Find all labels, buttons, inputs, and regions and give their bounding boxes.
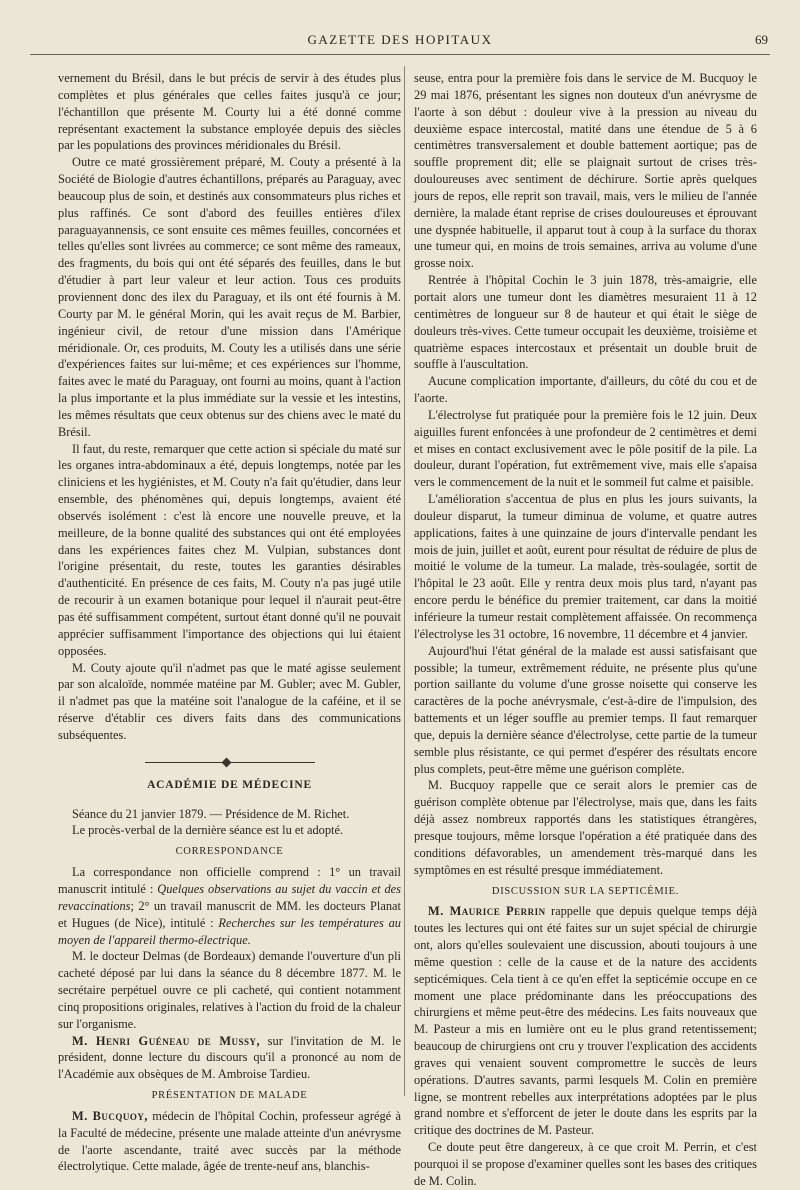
paragraph: Aucune complication importante, d'ailleurs, du côté du cou et de l'aorte. bbox=[414, 374, 757, 406]
right-column bbox=[414, 70, 757, 1190]
paragraph: Ce doute peut être dangereux, à ce que croit M. Perrin, et c'est pourquoi il se propose d'examiner quelles sont les bases des critiques de M. Colin. bbox=[414, 1140, 757, 1188]
paragraph: Rentrée à l'hôpital Cochin le 3 juin 1878, très-amaigrie, elle portait alors une tumeur dont les diamètres mesuraient 11 à 12 centimètres de longueur sur 8 de hauteur et qui était le siège de douleurs très-vives. Cette tumeur occupait les deuxième, troisième et quatrième espaces intercostaux et présentait un double bruit de souffle à l'auscultation. bbox=[414, 273, 757, 372]
text-run: ; 2° un travail manuscrit de MM. les docteurs Planat et Hugues (de Nice), intitulé : bbox=[58, 898, 401, 930]
italic-title: Recherches sur les températures au moyen de l'appareil thermo-électrique. bbox=[58, 915, 401, 947]
section-separator bbox=[145, 758, 315, 767]
left-column bbox=[58, 70, 401, 1175]
paragraph bbox=[58, 864, 401, 948]
paragraph: Outre ce maté grossièrement préparé, M. Couty a présenté à la Société de Biologie d'autres échantillons, préparés au Paraguay, avec beaucoup plus de soin, et destinés aux consommateurs plus riches et plus raffinés. Ce sont d'abord des feuilles entières d'ilex paraguayannensis, ce sont ensuite ces mêmes feuilles, concornées et telles qu'elles sont livrées au commerce; ce sont même des rameaux, des fragments, du bois qui ont été séparés des feuilles, dans le but d'étudier à part leur valeur et leur action. Tous ces produits proviennent donc des ilex du Paraguay, et ils ont été fournis à M. Courty par M. le général Morin, qui les avait reçus de M. Barbier, ingénieur civil, de retour d'une mission dans l'Amérique méridionale. Or, ces produits, M. Couty les a utilisés dans une série d'expériences faites sur lui-même; et ces expériences sur l'homme, faites avec le maté du Paraguay, ont fourni au moins, quant à l'action la plus importante et la plus immédiate sur la vessie et les intestins, les mêmes résultats que ceux obtenus sur des chiens avec le maté du Brésil. bbox=[58, 155, 401, 439]
paragraph: Aujourd'hui l'état général de la malade est aussi satisfaisant que possible; la tumeur, extrêmement réduite, ne présente plus qu'une portion saillante du volume d'une grosse noisette qui conserve les caractères de la poche anévrysmale, c'est-à-dire de l'impulsion, des battements et un léger souffle au premier temps. Il faut remarquer que, depuis la dernière séance d'électrolyse, cette partie de la tumeur semble plus résistante, ce qui permet d'espérer des résultats encore plus complets, peut-être même une guérison complète. bbox=[414, 643, 757, 776]
text-run: médecin de l'hôpital Cochin, professeur agrégé à la Faculté de médecine, présente une malade atteinte d'un anévrysme de l'aorte ascendante, traité avec succès par la méthode électrolytique. Cette malade, âgée de trente-neuf ans, blanchis- bbox=[58, 1108, 401, 1174]
speaker-name: M. Bucquoy, bbox=[72, 1108, 148, 1123]
paragraph: L'amélioration s'accentua de plus en plus les jours suivants, la douleur disparut, la tumeur diminua de volume, et quatre autres applications, faites à une quinzaine de jours d'intervalle pendant les mois de juin, juillet et août, eurent pour résultat de réduire de plus de moitié le volume de la tumeur. La malade, très-soulagée, sortit de l'hôpital le 23 août. Elle y rentra deux mois plus tard, n'ayant pas encore perdu le bénéfice du premier traitement, car dans la moitié inférieure la tumeur restait complètement affaissée. On recommença l'électrolyse les 31 octobre, 16 novembre, 11 décembre et 4 janvier. bbox=[414, 492, 757, 641]
speaker-name: M. Henri Guéneau de Mussy, bbox=[72, 1033, 261, 1048]
paragraph: Il faut, du reste, remarquer que cette action si spéciale du maté sur les organes intra-abdominaux a été, depuis longtemps, notée par les cliniciens et les hygiénistes, et M. Couty n'a fait qu'étudier, dans leur ensemble, des phénomènes qui, depuis longtemps, avaient été observés isolément : c'est là encore une nouvelle preuve, et la meilleure, de la bonne qualité des substances qui ont été employées dans les expériences faites chez M. Vulpian, substances dont l'origine présentait, du reste, toutes les garanties désirables d'authenticité. En présence de ces faits, M. Couty n'a pas jugé utile de recourir à un examen botanique pour lequel il n'aurait peut-être pas été suffisamment compétent, surtout étant donné qu'il ne pouvait apprécier suffisamment l'importance des objections qui lui étaient opposées. bbox=[58, 441, 401, 658]
paragraph bbox=[58, 1033, 401, 1084]
paragraph: M. Bucquoy rappelle que ce serait alors le premier cas de guérison complète obtenue par l'électrolyse, mais que, dans les faits déjà assez nombreux rapportés dans les statistiques étrangères, presque toujours, même lorsque l'opération a été pratiquée dans des conditions défavorables, un amendement très-marqué dans les symptômes en est résulté presque immédiatement. bbox=[414, 778, 757, 877]
paragraph: L'électrolyse fut pratiquée pour la première fois le 12 juin. Deux aiguilles furent enfoncées à une profondeur de 2 centimètres et demi et mises en contact exclusivement avec le pôle positif de la pile. La douleur, durant l'opération, fut extrêmement vive, mais elle s'apaisa vers le commencement de la nuit et le sommeil fut calme et paisible. bbox=[414, 407, 757, 490]
session-line: Séance du 21 janvier 1879. — Présidence de M. Richet. bbox=[72, 806, 350, 821]
paragraph: M. Couty ajoute qu'il n'admet pas que le maté agisse seulement par son alcaloïde, nommée matéine par M. Gubler; avec M. Gubler, il n'admet pas que la matéine soit l'analogue de la caféine, et il se réserve d'établir ces divers faits dans des communications subséquentes. bbox=[58, 660, 401, 742]
text-run: rappelle que depuis quelque temps déjà toutes les lectures qui ont été faites sur un sujet spécial de chirurgie ont, alors qu'elles soulevaient une discussion, abouti toujours à une même question : celle de la cause et de la nature des accidents septicémiques. Cela tient à ce qu'en effet la septicémie occupe en ce moment une place prédominante dans les préoccupations des chirurgiens et même peut-être des médecins. Les faits nouveaux que M. Pasteur a mis en lumière ont eu le plus grand retentissement; beaucoup de chirurgiens ont cru y trouver l'explication des accidents graves qui venaient souvent compromettre le succès de leurs opérations. D'autres savants, parmi lesquels M. Colin en première ligne, se montrent rebelles aux interprétations adoptées par le plus grand nombre et s'efforcent de jeter le doute dans les esprits par la critique des doctrines de M. Pasteur. bbox=[414, 904, 757, 1138]
subsection-title-discussion: DISCUSSION SUR LA SEPTICÉMIE. bbox=[491, 885, 680, 897]
subsection-title-presentation: PRÉSENTATION DE MALADE bbox=[151, 1090, 308, 1102]
page-header bbox=[30, 30, 770, 55]
paragraph: M. le docteur Delmas (de Bordeaux) demande l'ouverture d'un pli cacheté déposé par lui dans la séance du 8 décembre 1877. M. le secrétaire perpétuel ouvre ce pli cacheté, qui contient notamment cinq propositions originales, relatives à l'action du froid de la chaleur sur l'organisme. bbox=[58, 949, 401, 1031]
text-run: La correspondance non officielle comprend : 1° un travail manuscrit intitulé : bbox=[58, 865, 401, 896]
journal-title: GAZETTE DES HOPITAUX bbox=[307, 32, 493, 47]
section-title-academie: ACADÉMIE DE MÉDECINE bbox=[147, 778, 312, 791]
minutes-line: Le procès-verbal de la dernière séance est lu et adopté. bbox=[72, 823, 344, 838]
paragraph bbox=[414, 903, 757, 1139]
paragraph bbox=[58, 1108, 401, 1175]
page-number: 69 bbox=[755, 32, 768, 47]
subsection-title-correspondance: CORRESPONDANCE bbox=[175, 846, 284, 858]
paragraph: vernement du Brésil, dans le but précis de servir à des études plus complètes et plus générales que celles faites jusqu'à ce jour; l'échantillon que présente M. Courty lui a été donné comme représentant exactement la substance employée depuis des siècles par les populations des provinces méridionales du Brésil. bbox=[58, 71, 401, 153]
italic-title: Quelques observations au sujet du vaccin et des revaccinations bbox=[58, 881, 401, 913]
paragraph: seuse, entra pour la première fois dans le service de M. Bucquoy le 29 mai 1876, présentant les signes non douteux d'un anévrysme de l'aorte à son début : douleur vive à la pression au niveau du deuxième espace intercostal, matité dans une étendue de 5 à 6 centimètres transversalement et double battement aortique; pas de souffle proprement dit; elle se plaignait surtout de crises très-douloureuses avec sentiment de déchirure. Sortie après quelques jours de repos, elle reprit son travail, mais, vers le milieu de l'année dernière, la malade étant reprise de crises douloureuses et éprouvant une dyspnée habituelle, il apparut tout à coup à la surface du thorax une tumeur qui, en moins de trois semaines, arriva au volume d'une grosse noix. bbox=[414, 71, 757, 271]
text-run: sur l'invitation de M. le président, donne lecture du discours qu'il a prononcé au nom de l'Académie aux obsèques de M. Ambroise Tardieu. bbox=[58, 1033, 401, 1082]
speaker-name: M. Maurice Perrin bbox=[428, 904, 546, 919]
column-divider bbox=[404, 66, 405, 1096]
